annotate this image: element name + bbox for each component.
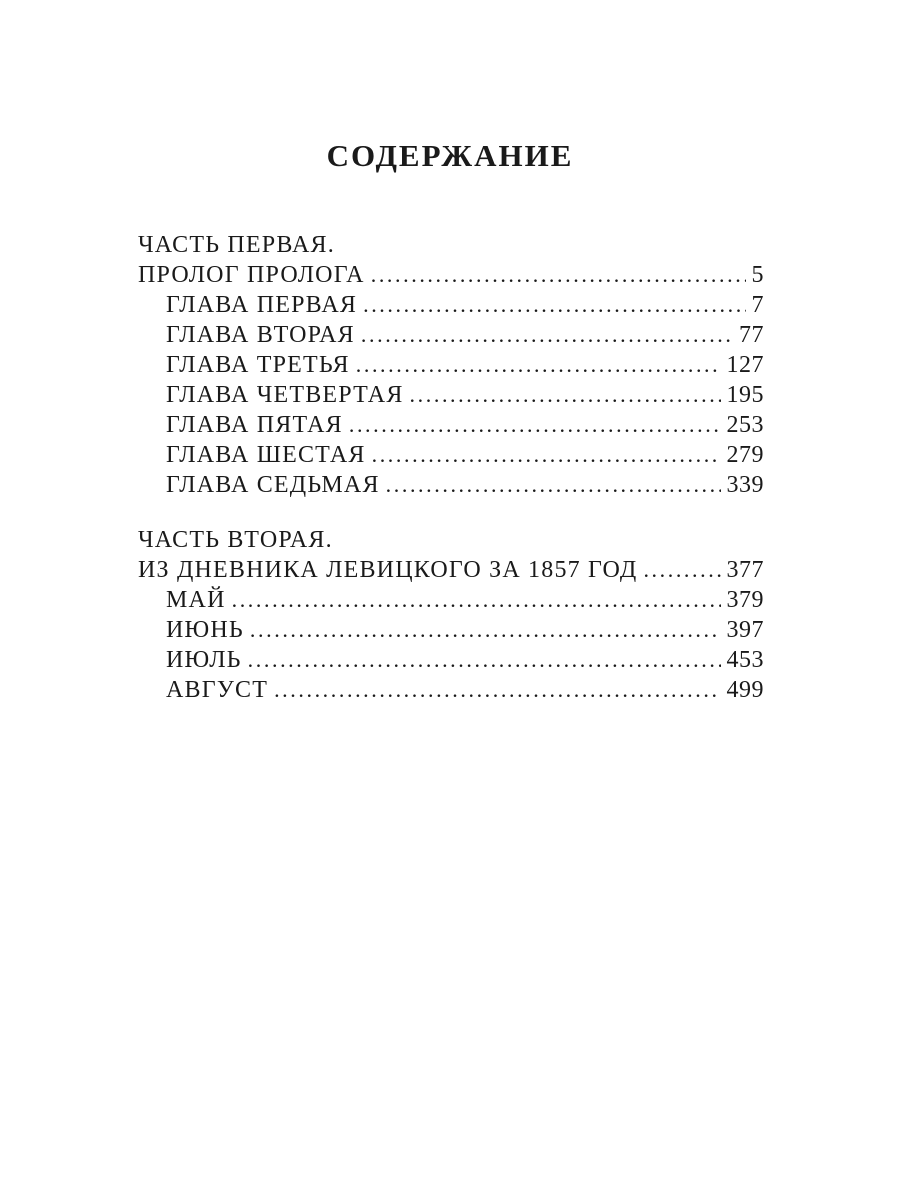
- toc-entry[interactable]: [138, 412, 764, 442]
- dot-leader: [248, 647, 721, 673]
- dot-leader: [386, 472, 721, 498]
- toc-part: [138, 527, 764, 707]
- toc-entry-page-number: 195: [726, 382, 764, 408]
- toc-entry-page-number: 5: [751, 262, 764, 288]
- toc-entry-label: ИЗ ДНЕВНИКА ЛЕВИЦКОГО ЗА 1857 ГОД: [138, 557, 638, 583]
- toc-entry-label: ГЛАВА ТРЕТЬЯ: [166, 352, 350, 378]
- dot-leader: [372, 442, 721, 468]
- part-heading-label: ЧАСТЬ ВТОРАЯ.: [138, 527, 333, 553]
- toc-entry-label: ПРОЛОГ ПРОЛОГА: [138, 262, 365, 288]
- part-heading: [138, 527, 764, 557]
- toc-entry-label: ГЛАВА ПЯТАЯ: [166, 412, 343, 438]
- toc-entry-page-number: 7: [751, 292, 764, 318]
- toc-entry-page-number: 279: [726, 442, 764, 468]
- toc-entry[interactable]: [138, 472, 764, 502]
- dot-leader: [232, 587, 721, 613]
- toc-entry-label: ИЮЛЬ: [166, 647, 242, 673]
- toc-entry-page-number: 453: [726, 647, 764, 673]
- table-of-contents: [138, 232, 764, 732]
- toc-entry-page-number: 377: [726, 557, 764, 583]
- dot-leader: [371, 262, 746, 288]
- toc-entry[interactable]: [138, 617, 764, 647]
- dot-leader: [363, 292, 745, 318]
- toc-entry[interactable]: [138, 382, 764, 412]
- dot-leader: [274, 677, 720, 703]
- dot-leader: [643, 557, 720, 583]
- toc-entry-page-number: 77: [739, 322, 764, 348]
- part-heading: [138, 232, 764, 262]
- dot-leader: [410, 382, 721, 408]
- toc-entry[interactable]: [138, 587, 764, 617]
- toc-entry[interactable]: [138, 292, 764, 322]
- toc-entry-page-number: 339: [726, 472, 764, 498]
- part-heading-label: ЧАСТЬ ПЕРВАЯ.: [138, 232, 335, 258]
- toc-entry-page-number: 499: [726, 677, 764, 703]
- toc-entry-page-number: 253: [726, 412, 764, 438]
- toc-entry[interactable]: [138, 647, 764, 677]
- toc-entry[interactable]: [138, 677, 764, 707]
- toc-entry[interactable]: [138, 352, 764, 382]
- toc-entry[interactable]: [138, 442, 764, 472]
- toc-part: [138, 232, 764, 502]
- toc-entry-page-number: 127: [726, 352, 764, 378]
- toc-entry[interactable]: [138, 322, 764, 352]
- toc-entry[interactable]: [138, 262, 764, 292]
- toc-entry-label: ГЛАВА ШЕСТАЯ: [166, 442, 366, 468]
- dot-leader: [361, 322, 733, 348]
- toc-entry-page-number: 379: [726, 587, 764, 613]
- toc-entry-label: МАЙ: [166, 587, 226, 613]
- toc-entry-page-number: 397: [726, 617, 764, 643]
- toc-entry-label: ГЛАВА ПЕРВАЯ: [166, 292, 358, 318]
- toc-entry[interactable]: [138, 557, 764, 587]
- dot-leader: [349, 412, 721, 438]
- toc-entry-label: ГЛАВА ВТОРАЯ: [166, 322, 355, 348]
- toc-entry-label: АВГУСТ: [166, 677, 269, 703]
- toc-entry-label: ГЛАВА ЧЕТВЕРТАЯ: [166, 382, 404, 408]
- dot-leader: [356, 352, 721, 378]
- dot-leader: [250, 617, 721, 643]
- toc-entry-label: ГЛАВА СЕДЬМАЯ: [166, 472, 380, 498]
- toc-entry-label: ИЮНЬ: [166, 617, 244, 643]
- page-title: СОДЕРЖАНИЕ: [326, 138, 574, 173]
